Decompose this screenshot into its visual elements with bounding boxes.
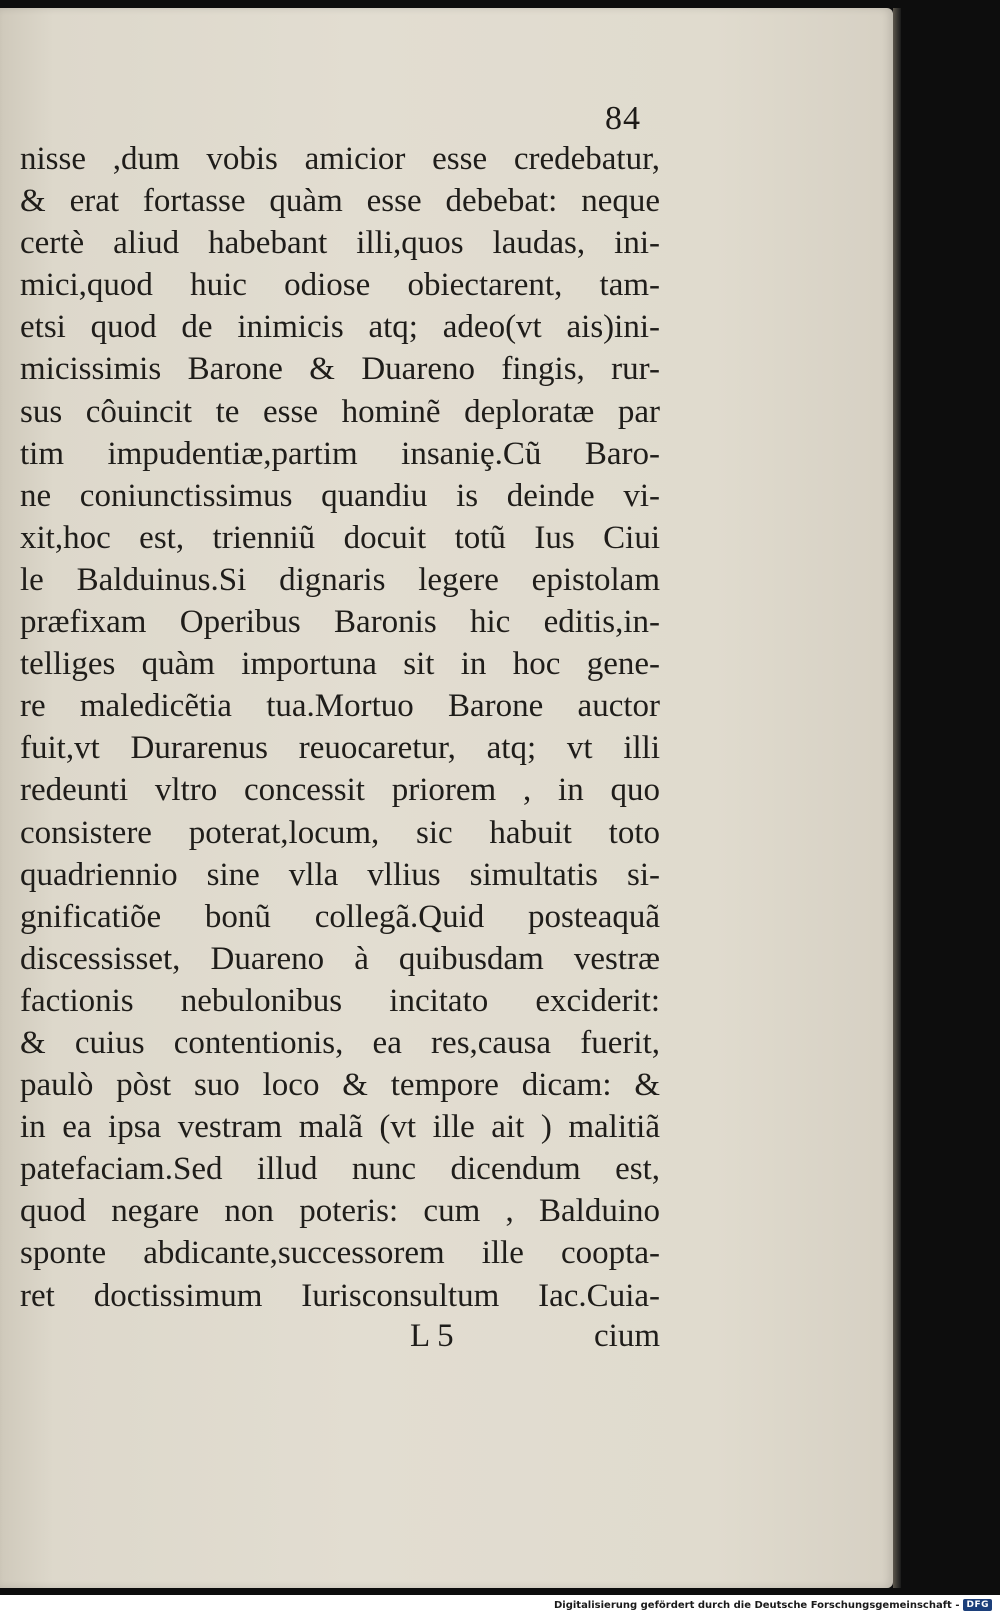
text-line: xit,hoc est, trienniũ docuit totũ Ius Ciui [20, 519, 660, 556]
dfg-logo-icon: DFG [963, 1599, 992, 1611]
text-line: in ea ipsa vestram malã (vt ille ait ) malitiã [20, 1109, 660, 1146]
text-line: telliges quàm importuna sit in hoc gene- [20, 646, 660, 683]
page-edge [893, 8, 901, 1588]
text-line: ne coniunctissimus quandiu is deinde vi- [20, 477, 660, 514]
text-line: mici,quod huic odiose obiectarent, tam- [20, 267, 660, 304]
text-line: sponte abdicante,successorem ille coopta- [20, 1235, 660, 1272]
text-line: quadriennio sine vlla vllius simultatis si- [20, 856, 660, 893]
signature-mark: L 5 [410, 1318, 454, 1354]
text-line: re maledicẽtia tua.Mortuo Barone auctor [20, 688, 660, 725]
signature-line [20, 1318, 660, 1362]
text-line: fuit,vt Durarenus reuocaretur, atq; vt illi [20, 730, 660, 767]
text-line: nisse ,dum vobis amicior esse credebatur, [20, 141, 660, 177]
text-line: certè aliud habebant illi,quos laudas, ini- [20, 225, 660, 262]
text-line: factionis nebulonibus incitato exciderit: [20, 982, 660, 1019]
text-line: sus côuincit te esse hominẽ deploratæ par [20, 393, 660, 430]
text-line: paulò pòst suo loco & tempore dicam: & [20, 1067, 660, 1104]
text-line: & cuius contentionis, ea res,causa fuerit, [20, 1024, 660, 1061]
footer-credit-text: Digitalisierung gefördert durch die Deutsche Forschungsgemeinschaft - [553, 1599, 960, 1611]
body-text [20, 138, 660, 1317]
text-line: redeunti vltro concessit priorem , in quo [20, 772, 660, 809]
book-page [0, 8, 893, 1588]
text-line: præfixam Operibus Baronis hic editis,in- [20, 604, 660, 641]
footer-credit [554, 1596, 992, 1614]
text-line: & erat fortasse quàm esse debebat: neque [20, 183, 660, 220]
catchword: cium [594, 1318, 660, 1354]
text-line: micissimis Barone & Duareno fingis, rur- [20, 351, 660, 388]
text-line: tim impudentiæ,partim insaniȩ.Cũ Baro- [20, 435, 660, 472]
text-line: consistere poterat,locum, sic habuit toto [20, 814, 660, 851]
text-line: le Balduinus.Si dignaris legere epistolam [20, 561, 660, 598]
text-line: quod negare non poteris: cum , Balduino [20, 1193, 660, 1230]
text-line: gnificatiõe bonũ collegã.Quid posteaquã [20, 898, 660, 935]
text-line: discessisset, Duareno à quibusdam vestræ [20, 940, 660, 977]
text-line: patefaciam.Sed illud nunc dicendum est, [20, 1151, 660, 1188]
text-line: etsi quod de inimicis atq; adeo(vt ais)ini- [20, 309, 660, 346]
text-line: ret doctissimum Iurisconsultum Iac.Cuia- [20, 1277, 660, 1314]
page-number: 84 [605, 100, 641, 137]
